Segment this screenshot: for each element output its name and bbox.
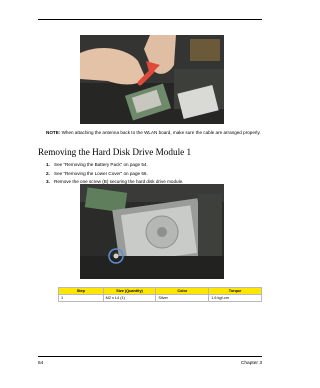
table-row [59,295,262,302]
step-text: Remove the one screw (B) securing the hard disk drive module. [54,179,184,184]
footer-rule [38,356,262,357]
step-number: 2. [46,170,50,176]
hard-disk-photo [80,184,224,279]
note-body: When attaching the antenna back to the WLAN board, make sure the cable are arranged properly. [61,130,261,135]
screw-spec-table [58,287,262,302]
note-label: NOTE: [46,130,61,135]
page-number: 64 [38,361,44,366]
note-text [46,130,266,136]
column-header: Torque [209,288,262,295]
step-number: 3. [46,179,50,184]
column-header: Color [156,288,209,295]
header-rule [38,19,262,20]
table-cell: M2 x L4 (1) [103,295,156,302]
column-header: Step [59,288,104,295]
section-title: Removing the Hard Disk Drive Module 1 [38,147,192,157]
table-cell: Silver [156,295,209,302]
step-number: 1. [46,162,50,167]
table-cell: 1.6 kgf-cm [209,295,262,302]
table-cell: 1 [59,295,104,302]
step-item [46,162,266,171]
step-item [46,171,266,180]
table-header-row [59,288,262,295]
step-text: See “Removing the Lower Cover” on page 56. [54,170,148,176]
column-header: Size (Quantity) [103,288,156,295]
step-text: See “Removing the Battery Pack” on page 54. [54,162,148,167]
wlan-board-photo [80,35,224,124]
chapter-label: Chapter 3 [240,361,262,366]
